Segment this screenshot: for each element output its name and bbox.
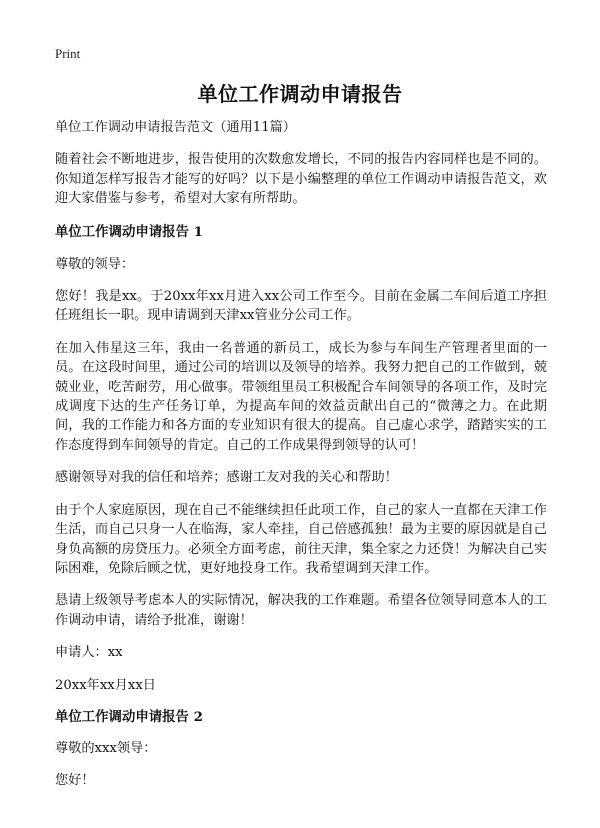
section-1-greeting: 尊敬的领导： — [55, 256, 135, 272]
section-1-paragraph: 感谢领导对我的信任和培养；感谢工友对我的关心和帮助！ — [55, 470, 398, 486]
section-1-paragraph: 恳请上级领导考虑本人的实际情况，解决我的工作难题。希望各位领导同意本人的工作调动申请，请给予批准，谢谢！ — [55, 593, 547, 628]
section-1-heading: 单位工作调动申请报告 1 — [55, 223, 203, 240]
print-link[interactable]: Print — [55, 46, 81, 61]
section-1-paragraph: 由于个人家庭原因，现在自己不能继续担任此项工作，自己的家人一直都在天津工作生活，而自己只身一人在临海，家人牵挂，自己倍感孤独！最为主要的原因就是自己身负高额的房贷压力。必须全方面考虑，前往天津，集全家之力还贷！为解决自己实际困难，免除后顾之忧，更好地投身工作。我希望调到天津工作。 — [55, 502, 547, 576]
subtitle: 单位工作调动申请报告范文（通用11篇） — [55, 120, 296, 135]
section-1-applicant: 申请人：xx — [55, 645, 123, 661]
page-title: 单位工作调动申请报告 — [197, 82, 403, 106]
intro-paragraph: 随着社会不断地进步，报告使用的次数愈发增长，不同的报告内容同样也是不同的。你知道怎样写报告才能写的好吗？以下是小编整理的单位工作调动申请报告范文，欢迎大家借鉴与参考，希望对大家有所帮助。 — [55, 152, 547, 207]
section-1-paragraph: 您好！我是xx。于20xx年xx月进入xx公司工作至今。目前在金属二车间后道工序担任班组长一职。现申请调到天津xx管业分公司工作。 — [55, 289, 547, 324]
section-1-date: 20xx年xx月xx日 — [55, 677, 156, 693]
article-body — [55, 118, 547, 791]
section-2-paragraph: 您好！ — [55, 773, 95, 789]
section-2-greeting: 尊敬的xxx领导： — [55, 740, 157, 756]
section-1-paragraph: 在加入伟星这三年，我由一名普通的新员工，成长为参与车间生产管理者里面的一员。在这段时间里，通过公司的培训以及领导的培养。我努力把自己的工作做到，兢兢业业，吃苦耐劳，用心做事。带领组里员工积极配合车间领导的各项工作，及时完成调度下达的生产任务订单，为提高车间的效益贡献出自己的“微薄之力。在此期间，我的工作能力和各方面的专业知识有很大的提高。自己虚心求学，踏踏实实的工作态度得到车间领导的肯定。自己的工作成果得到领导的认可！ — [55, 340, 547, 453]
section-2-heading: 单位工作调动申请报告 2 — [55, 708, 203, 725]
